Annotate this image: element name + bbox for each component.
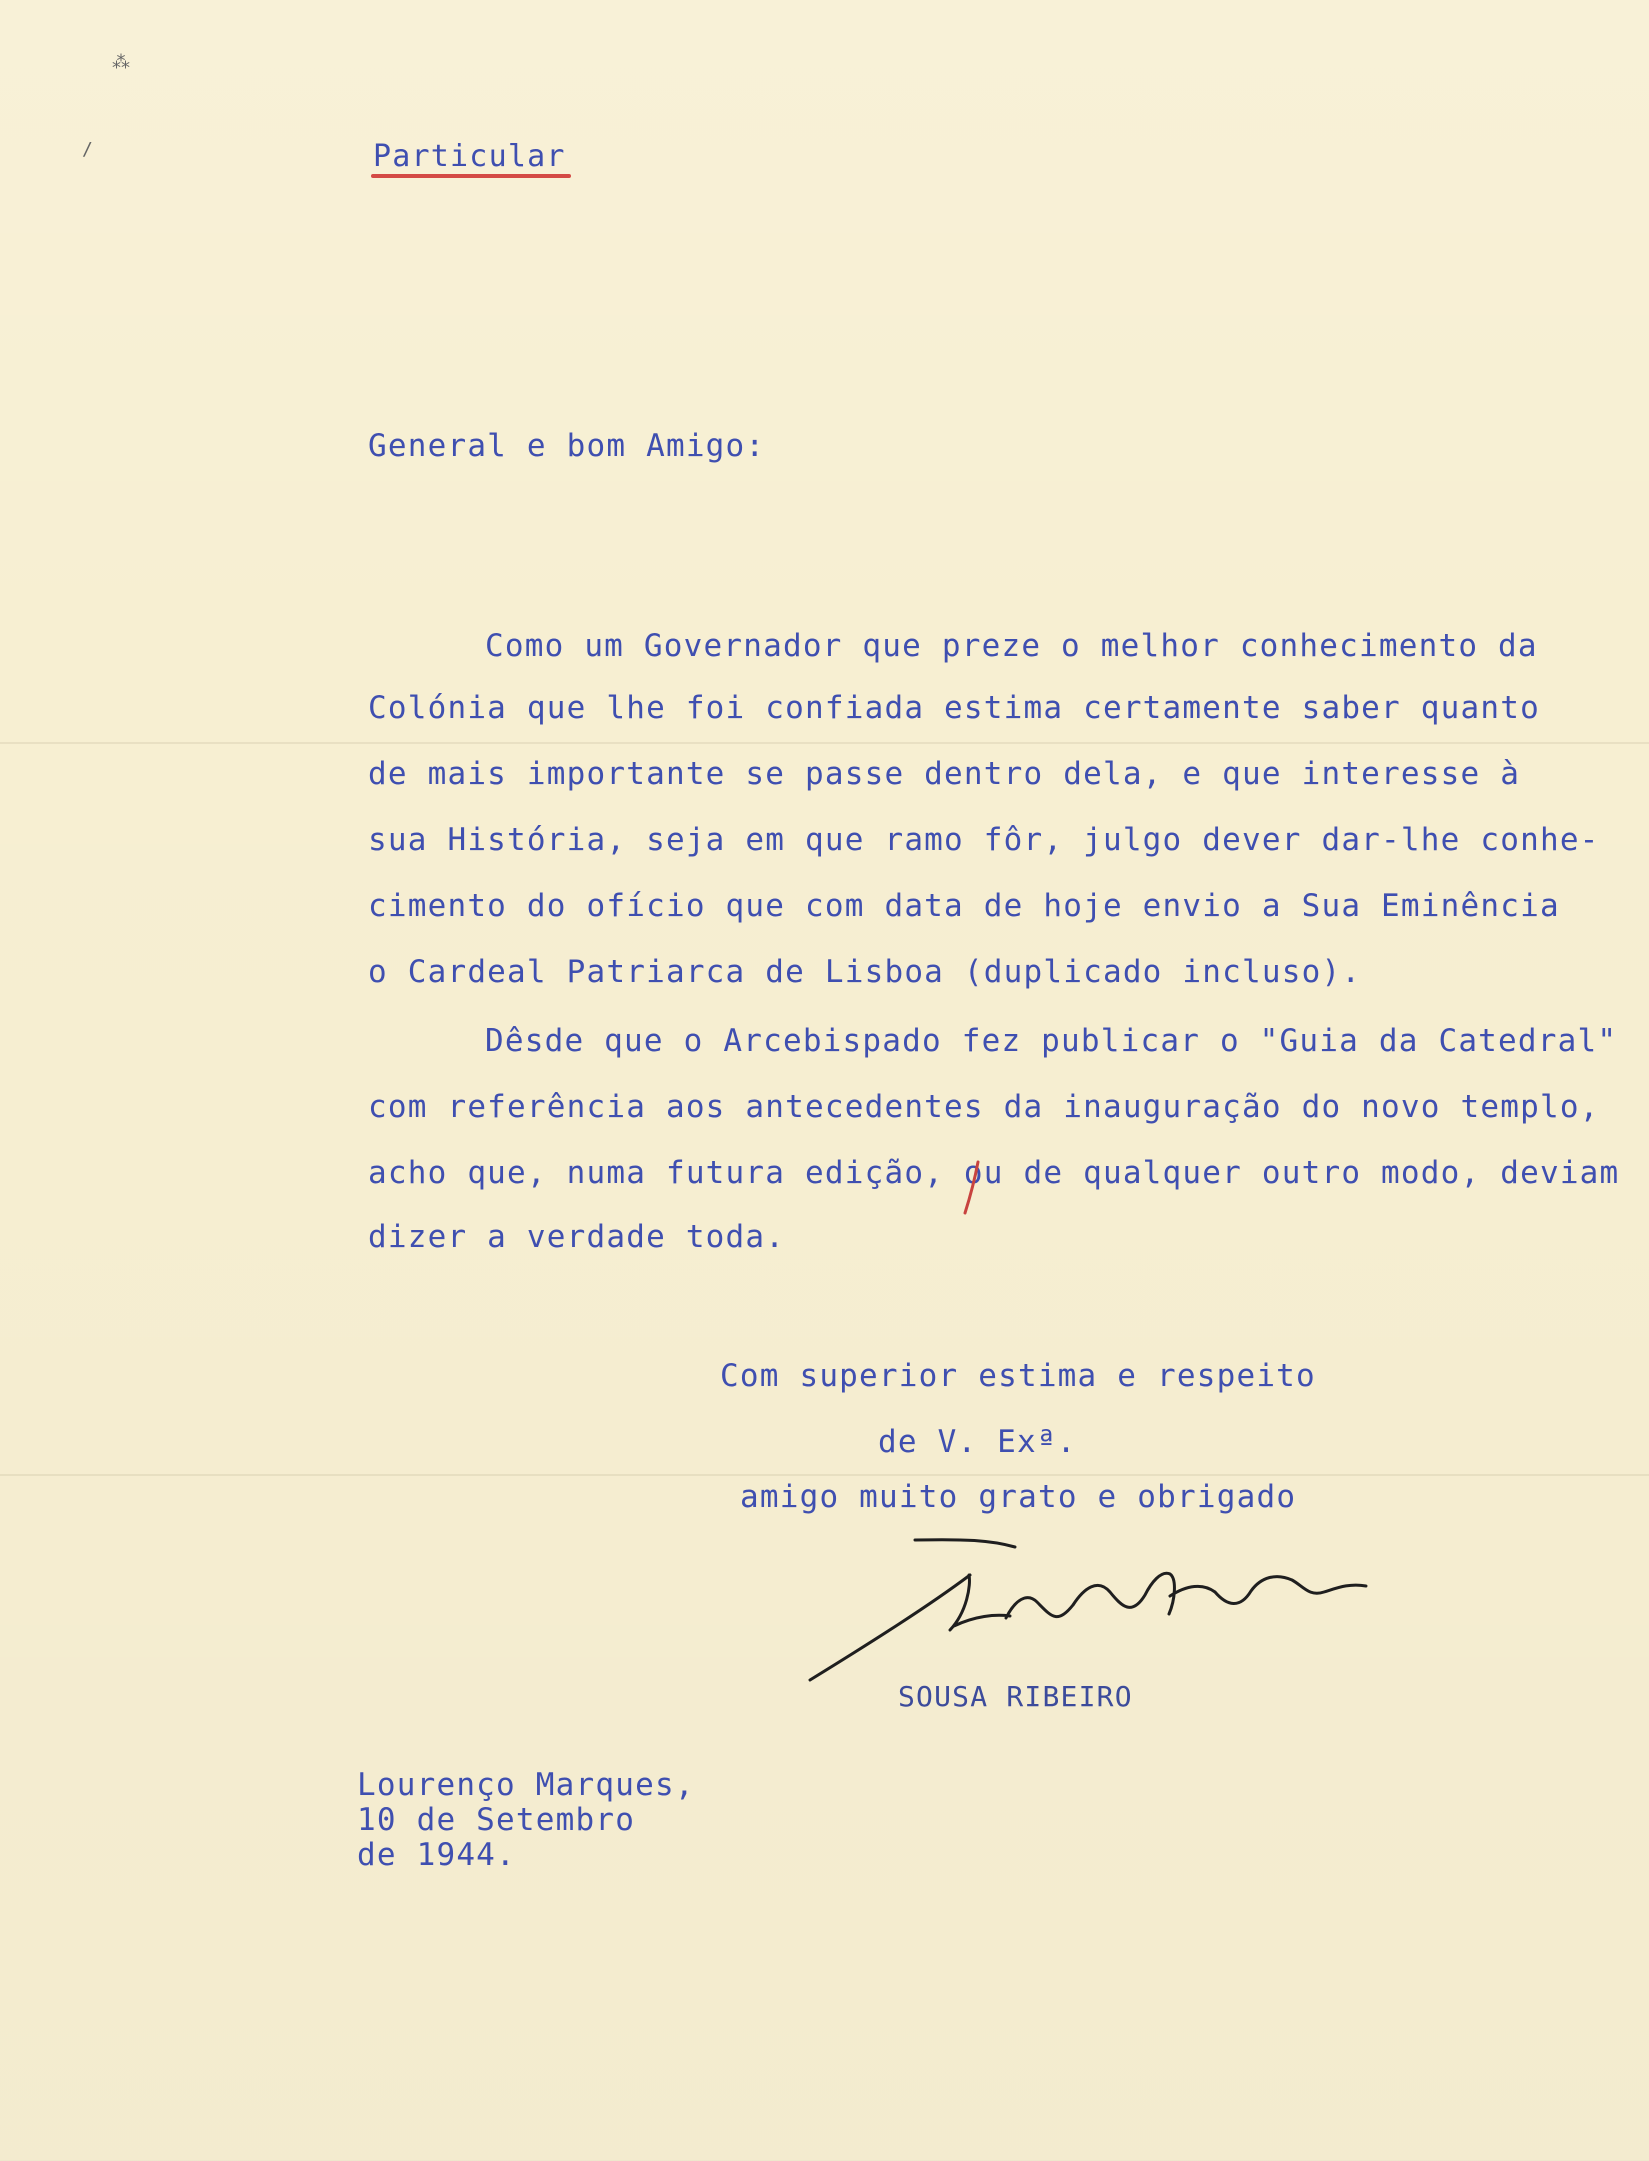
- closing-line-1: Com superior estima e respeito: [720, 1358, 1316, 1394]
- paragraph-2-line-3: acho que, numa futura edição, ou de qualquer outro modo, deviam: [368, 1155, 1620, 1191]
- signature-name: SOUSA RIBEIRO: [898, 1680, 1133, 1713]
- salutation: General e bom Amigo:: [368, 428, 766, 464]
- date-line-1: 10 de Setembro: [357, 1802, 636, 1838]
- stain-mark: /: [82, 139, 95, 160]
- place-line-1: Lourenço Marques,: [357, 1767, 695, 1803]
- paragraph-1-line-4: sua História, seja em que ramo fôr, julgo dever dar-lhe conhe-: [368, 822, 1600, 858]
- paper-fold-line: [0, 742, 1649, 744]
- paragraph-2-line-1: Dêsde que o Arcebispado fez publicar o "Guia da Catedral": [485, 1023, 1618, 1059]
- correction-icon: [960, 1160, 984, 1215]
- closing-line-2: de V. Exª.: [878, 1424, 1077, 1460]
- header-particular: Particular: [373, 139, 566, 174]
- paragraph-1-line-2: Colónia que lhe foi confiada estima certamente saber quanto: [368, 690, 1540, 726]
- paragraph-2-line-4: dizer a verdade toda.: [368, 1219, 786, 1255]
- date-line-2: de 1944.: [357, 1837, 516, 1873]
- paragraph-1-line-3: de mais importante se passe dentro dela, e que interesse à: [368, 756, 1521, 792]
- closing-line-3: amigo muito grato e obrigado: [740, 1479, 1297, 1515]
- paragraph-1-line-5: cimento do ofício que com data de hoje envio a Sua Eminência: [368, 888, 1560, 924]
- header-underline: [371, 174, 571, 178]
- paper-fold-line: [0, 1474, 1649, 1476]
- signature-icon: [805, 1530, 1375, 1700]
- stain-mark: ⁂: [112, 52, 132, 73]
- paragraph-2-line-2: com referência aos antecedentes da inauguração do novo templo,: [368, 1089, 1600, 1125]
- paragraph-1-line-6: o Cardeal Patriarca de Lisboa (duplicado incluso).: [368, 954, 1362, 990]
- paragraph-1-line-1: Como um Governador que preze o melhor conhecimento da: [485, 628, 1538, 664]
